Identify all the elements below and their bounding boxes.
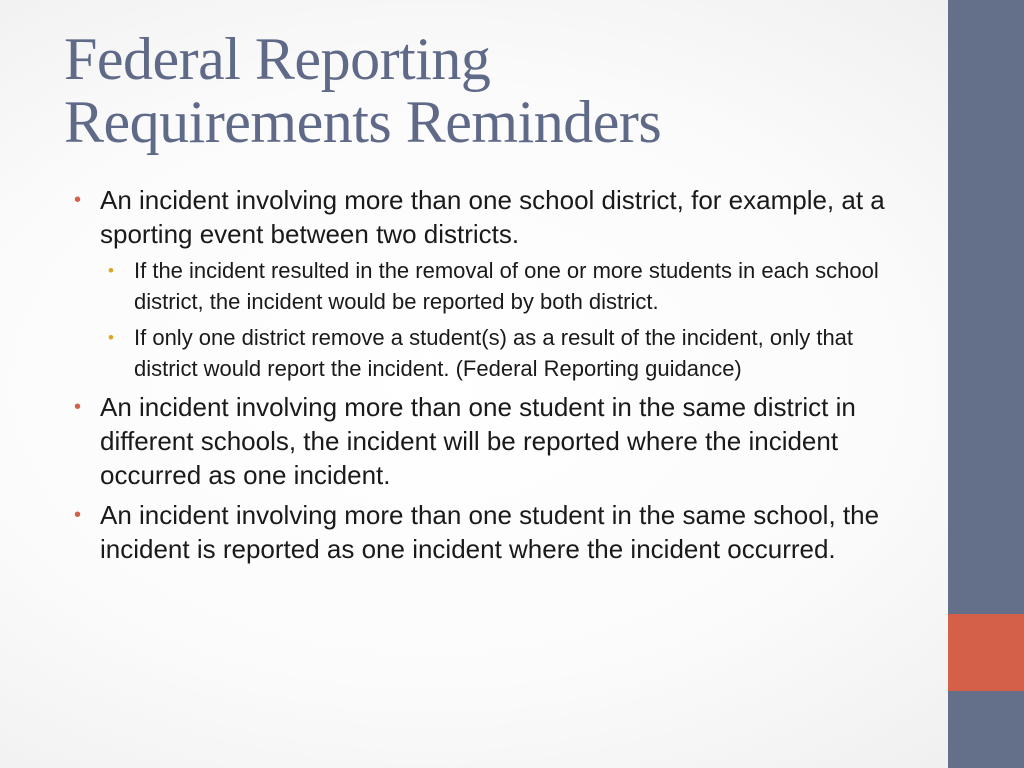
- bullet-dot-icon: •: [74, 396, 82, 418]
- bullet-text: An incident involving more than one school district, for example, at a sporting event between two districts.: [100, 185, 885, 249]
- bullet-text: An incident involving more than one student in the same school, the incident is reported as one incident where the incident occurred.: [100, 500, 880, 564]
- title-line-1: Federal Reporting: [64, 26, 491, 92]
- sub-bullet-item: [108, 323, 914, 384]
- sidebar-accent-block: [948, 614, 1024, 691]
- bullet-text: An incident involving more than one student in the same district in different schools, the incident will be reported where the incident occurred as one incident.: [100, 392, 856, 490]
- sub-bullet-dot-icon: •: [108, 328, 114, 347]
- sub-bullet-text: If only one district remove a student(s) as a result of the incident, only that district would report the incident. (Federal Reporting guidance): [134, 325, 854, 381]
- slide-content: [74, 183, 914, 572]
- bullet-dot-icon: •: [74, 504, 82, 526]
- bullet-list: [74, 183, 914, 566]
- bullet-item: [74, 390, 914, 492]
- sub-bullet-item: [108, 256, 914, 317]
- sub-bullet-dot-icon: •: [108, 261, 114, 280]
- slide-title: [64, 28, 924, 154]
- bullet-item: [74, 498, 914, 566]
- title-line-2: Requirements Reminders: [64, 89, 662, 155]
- sub-bullet-text: If the incident resulted in the removal of one or more students in each school district, the incident would be reported by both district.: [134, 258, 879, 314]
- bullet-dot-icon: •: [74, 189, 82, 211]
- bullet-item: [74, 183, 914, 384]
- sub-bullet-list: [108, 256, 914, 384]
